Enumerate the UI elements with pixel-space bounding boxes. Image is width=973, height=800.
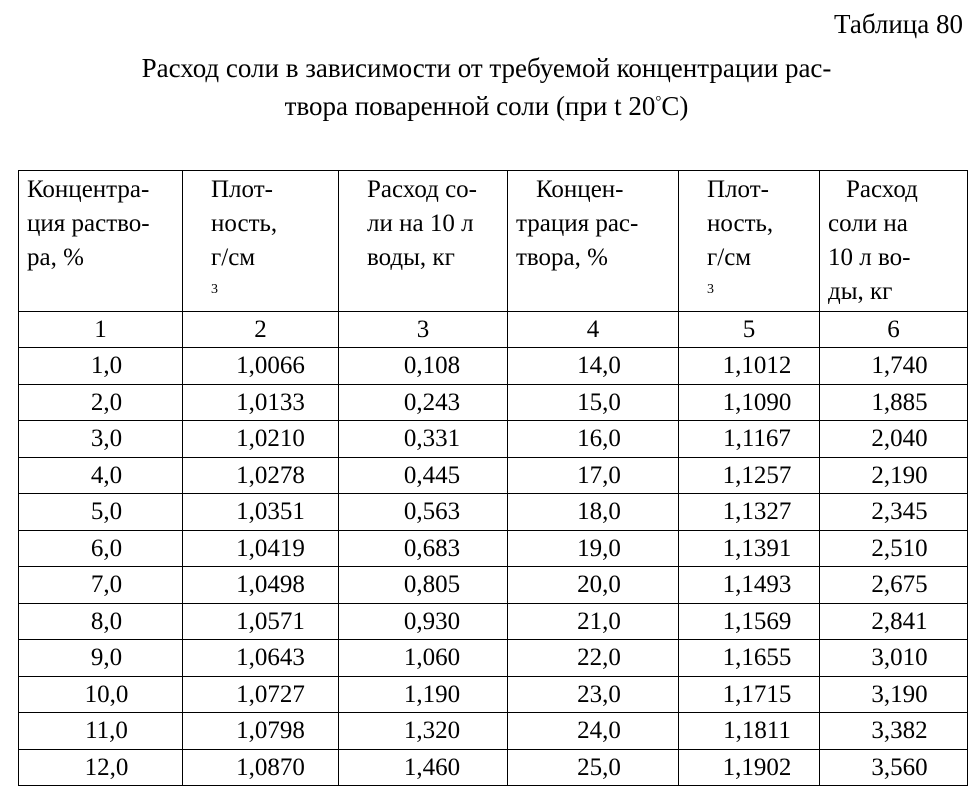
- concentration-cell: 15,0: [508, 384, 679, 421]
- density-cell: 1,1493: [679, 567, 820, 604]
- table-row: [19, 457, 968, 494]
- degree-sign: °: [655, 94, 662, 110]
- density-cell: 1,0133: [183, 384, 339, 421]
- table-title-line-1: Расход соли в зависимости от требуемой концентрации рас-: [141, 53, 832, 83]
- salt-consumption-cell: 0,331: [339, 421, 508, 458]
- density-cell: 1,0798: [183, 713, 339, 750]
- concentration-cell: 22,0: [508, 640, 679, 677]
- column-number: 5: [679, 312, 820, 348]
- concentration-cell: 3,0: [19, 421, 183, 458]
- density-cell: 1,0498: [183, 567, 339, 604]
- density-cell: 1,0571: [183, 603, 339, 640]
- header-density-2: Плот- ность, г/см $^3$: [679, 171, 820, 312]
- density-cell: 1,1715: [679, 676, 820, 713]
- salt-consumption-cell: 2,190: [820, 457, 968, 494]
- concentration-cell: 24,0: [508, 713, 679, 750]
- concentration-cell: 12,0: [19, 749, 183, 786]
- density-cell: 1,1327: [679, 494, 820, 531]
- density-cell: 1,1391: [679, 530, 820, 567]
- concentration-cell: 21,0: [508, 603, 679, 640]
- table-row: [19, 749, 968, 786]
- column-number: 2: [183, 312, 339, 348]
- salt-consumption-cell: 3,560: [820, 749, 968, 786]
- table-row: [19, 676, 968, 713]
- density-cell: 1,1569: [679, 603, 820, 640]
- density-cell: 1,0278: [183, 457, 339, 494]
- column-number: 6: [820, 312, 968, 348]
- table-number: Таблица 80: [834, 9, 963, 39]
- table-row: [19, 530, 968, 567]
- concentration-cell: 1,0: [19, 348, 183, 385]
- density-cell: 1,0210: [183, 421, 339, 458]
- table-row: [19, 421, 968, 458]
- column-number: 3: [339, 312, 508, 348]
- column-number: 4: [508, 312, 679, 348]
- salt-consumption-cell: 2,345: [820, 494, 968, 531]
- concentration-cell: 4,0: [19, 457, 183, 494]
- concentration-cell: 23,0: [508, 676, 679, 713]
- salt-consumption-cell: 1,885: [820, 384, 968, 421]
- header-row: [19, 171, 968, 312]
- salt-consumption-cell: 0,563: [339, 494, 508, 531]
- concentration-cell: 2,0: [19, 384, 183, 421]
- salt-consumption-cell: 2,510: [820, 530, 968, 567]
- salt-consumption-cell: 1,060: [339, 640, 508, 677]
- salt-consumption-cell: 3,010: [820, 640, 968, 677]
- concentration-cell: 9,0: [19, 640, 183, 677]
- column-number-row: [19, 312, 968, 348]
- density-cell: 1,0643: [183, 640, 339, 677]
- density-cell: 1,1167: [679, 421, 820, 458]
- table-title-line-2: [0, 88, 973, 124]
- concentration-cell: 18,0: [508, 494, 679, 531]
- table-row: [19, 603, 968, 640]
- salt-consumption-cell: 2,675: [820, 567, 968, 604]
- table-row: [19, 567, 968, 604]
- density-cell: 1,0727: [183, 676, 339, 713]
- density-cell: 1,1090: [679, 384, 820, 421]
- concentration-cell: 11,0: [19, 713, 183, 750]
- salt-consumption-cell: 0,243: [339, 384, 508, 421]
- concentration-cell: 5,0: [19, 494, 183, 531]
- salt-consumption-cell: 2,841: [820, 603, 968, 640]
- header-density-1: Плот- ность, г/см $^3$: [183, 171, 339, 312]
- salt-consumption-cell: 1,740: [820, 348, 968, 385]
- concentration-cell: 19,0: [508, 530, 679, 567]
- density-cell: 1,1655: [679, 640, 820, 677]
- concentration-cell: 10,0: [19, 676, 183, 713]
- density-cell: 1,1811: [679, 713, 820, 750]
- table-title-line-2-end: C): [661, 91, 689, 121]
- density-cell: 1,1012: [679, 348, 820, 385]
- salt-consumption-cell: 0,683: [339, 530, 508, 567]
- concentration-cell: 16,0: [508, 421, 679, 458]
- salt-consumption-cell: 1,320: [339, 713, 508, 750]
- density-cell: 1,0419: [183, 530, 339, 567]
- header-concentration-2: Концен- трация рас- твора, %: [508, 171, 679, 312]
- concentration-cell: 25,0: [508, 749, 679, 786]
- salt-consumption-cell: 0,445: [339, 457, 508, 494]
- salt-consumption-cell: 0,930: [339, 603, 508, 640]
- header-salt-consumption-1: Расход со- ли на 10 л воды, кг: [339, 171, 508, 312]
- header-concentration-1: Концентра- ция раство- ра, %: [19, 171, 183, 312]
- table-row: [19, 713, 968, 750]
- header-salt-consumption-2: Расход соли на 10 л во- ды, кг: [820, 171, 968, 312]
- table-row: [19, 348, 968, 385]
- concentration-cell: 17,0: [508, 457, 679, 494]
- salt-consumption-table: [18, 170, 968, 786]
- table-row: [19, 640, 968, 677]
- concentration-cell: 20,0: [508, 567, 679, 604]
- table-row: [19, 494, 968, 531]
- table-row: [19, 384, 968, 421]
- density-cell: 1,0351: [183, 494, 339, 531]
- density-cell: 1,1902: [679, 749, 820, 786]
- salt-consumption-cell: 1,460: [339, 749, 508, 786]
- concentration-cell: 6,0: [19, 530, 183, 567]
- concentration-cell: 8,0: [19, 603, 183, 640]
- table-body: [19, 348, 968, 786]
- salt-consumption-cell: 3,190: [820, 676, 968, 713]
- salt-consumption-cell: 2,040: [820, 421, 968, 458]
- concentration-cell: 7,0: [19, 567, 183, 604]
- salt-consumption-cell: 0,805: [339, 567, 508, 604]
- density-cell: 1,0066: [183, 348, 339, 385]
- table-title-line-2-start: твора поваренной соли (при t 20: [284, 91, 656, 121]
- salt-consumption-cell: 0,108: [339, 348, 508, 385]
- density-cell: 1,0870: [183, 749, 339, 786]
- density-cell: 1,1257: [679, 457, 820, 494]
- salt-consumption-cell: 1,190: [339, 676, 508, 713]
- column-number: 1: [19, 312, 183, 348]
- salt-consumption-cell: 3,382: [820, 713, 968, 750]
- concentration-cell: 14,0: [508, 348, 679, 385]
